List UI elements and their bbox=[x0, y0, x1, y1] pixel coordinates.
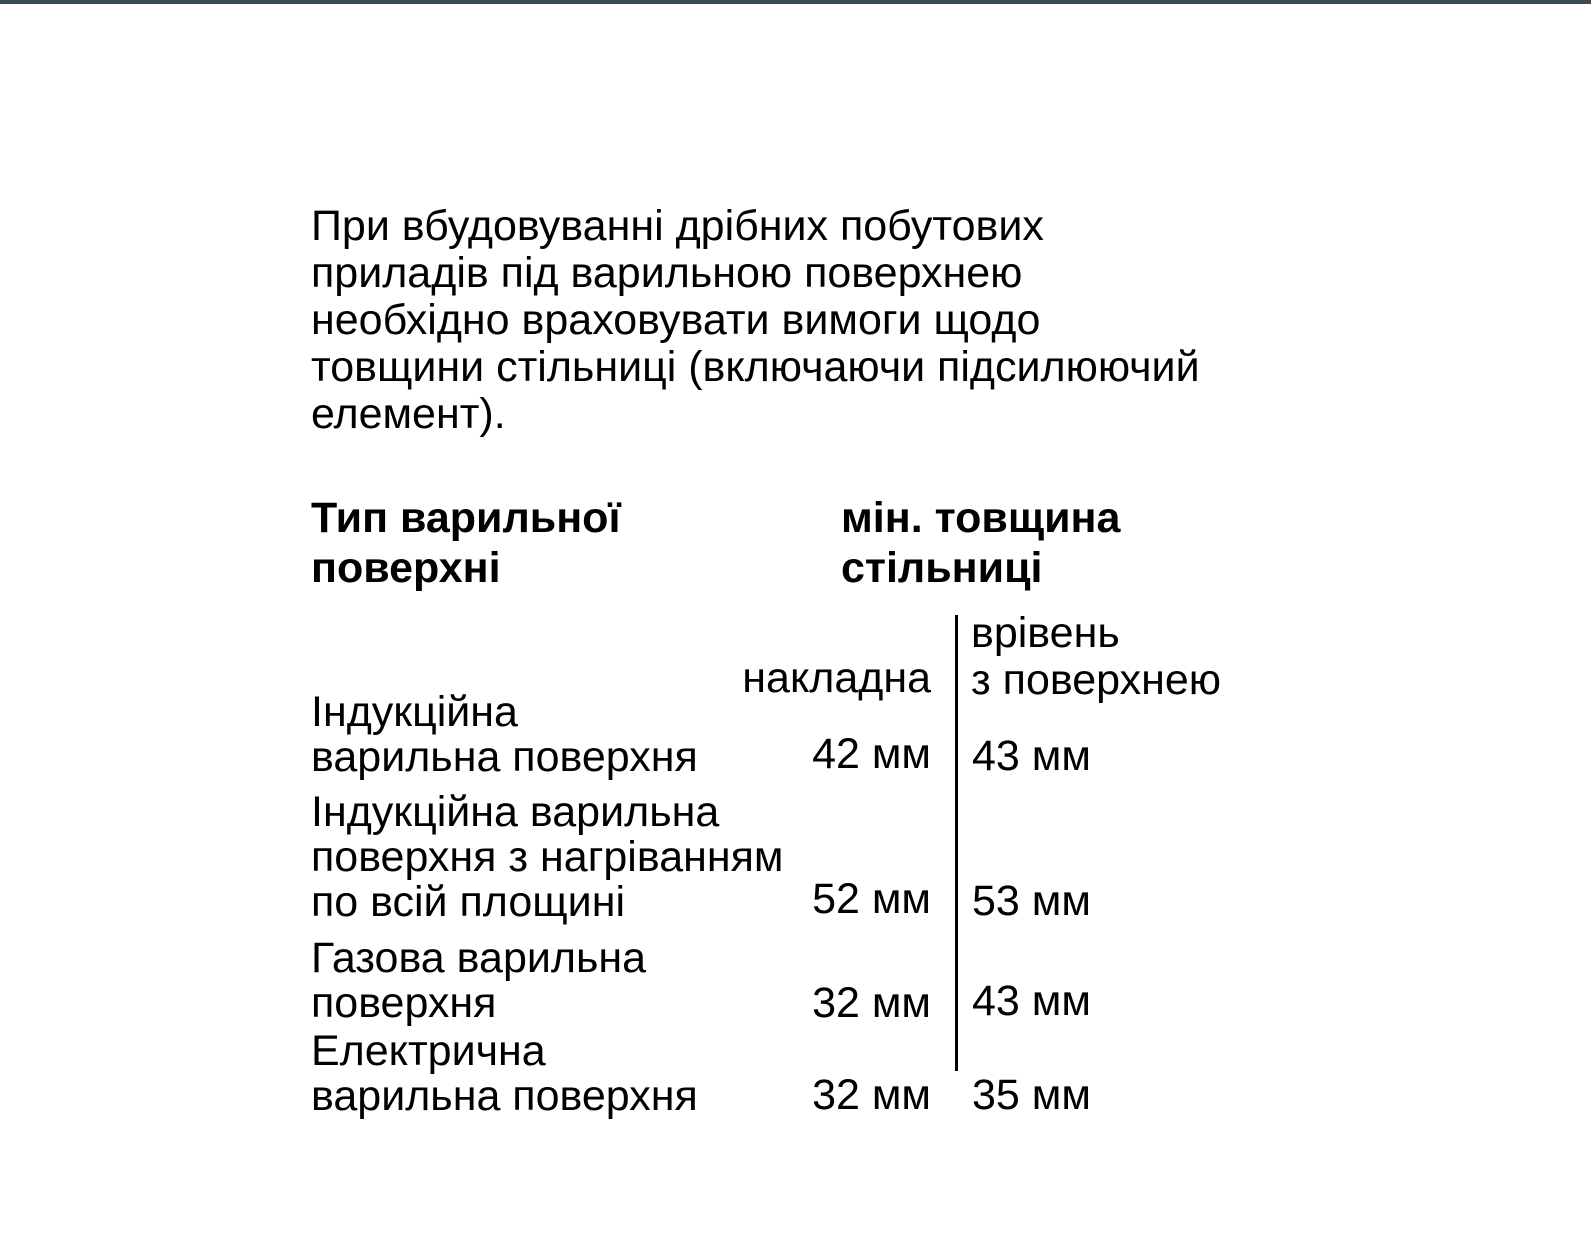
subheader-overlay: накладна bbox=[742, 654, 931, 702]
intro-line: При вбудовуванні дрібних побутових bbox=[311, 202, 1044, 250]
top-rule bbox=[0, 0, 1591, 4]
intro-paragraph bbox=[311, 203, 1311, 438]
value-flush-induction: 43 мм bbox=[972, 732, 1091, 780]
intro-line: товщини стільниці (включаючи підсилюючий bbox=[311, 343, 1200, 391]
row-label-induction-full-surface: Індукційна варильна поверхня з нагріванням по всій площині bbox=[311, 788, 784, 926]
value-flush-electric: 35 мм bbox=[972, 1071, 1091, 1119]
value-flush-induction-full-surface: 53 мм bbox=[972, 877, 1091, 925]
value-overlay-electric: 32 мм bbox=[812, 1071, 931, 1119]
intro-line: приладів під варильною поверхнею bbox=[311, 249, 1023, 297]
row-label-induction: Індукційна варильна поверхня bbox=[311, 688, 698, 781]
intro-line: необхідно враховувати вимоги щодо bbox=[311, 296, 1041, 344]
row-label-gas: Газова варильна поверхня bbox=[311, 934, 647, 1027]
column-divider bbox=[955, 615, 958, 1071]
row-label-electric: Електрична варильна поверхня bbox=[311, 1027, 698, 1120]
value-overlay-induction-full-surface: 52 мм bbox=[812, 875, 931, 923]
intro-line: елемент). bbox=[311, 390, 506, 438]
header-cooktop-type: Тип варильної поверхні bbox=[311, 494, 621, 592]
value-overlay-induction: 42 мм bbox=[812, 730, 931, 778]
subheader-flush: врівень з поверхнею bbox=[971, 609, 1221, 704]
header-min-thickness: мін. товщина стільниці bbox=[841, 494, 1121, 592]
value-flush-gas: 43 мм bbox=[972, 977, 1091, 1025]
value-overlay-gas: 32 мм bbox=[812, 979, 931, 1027]
